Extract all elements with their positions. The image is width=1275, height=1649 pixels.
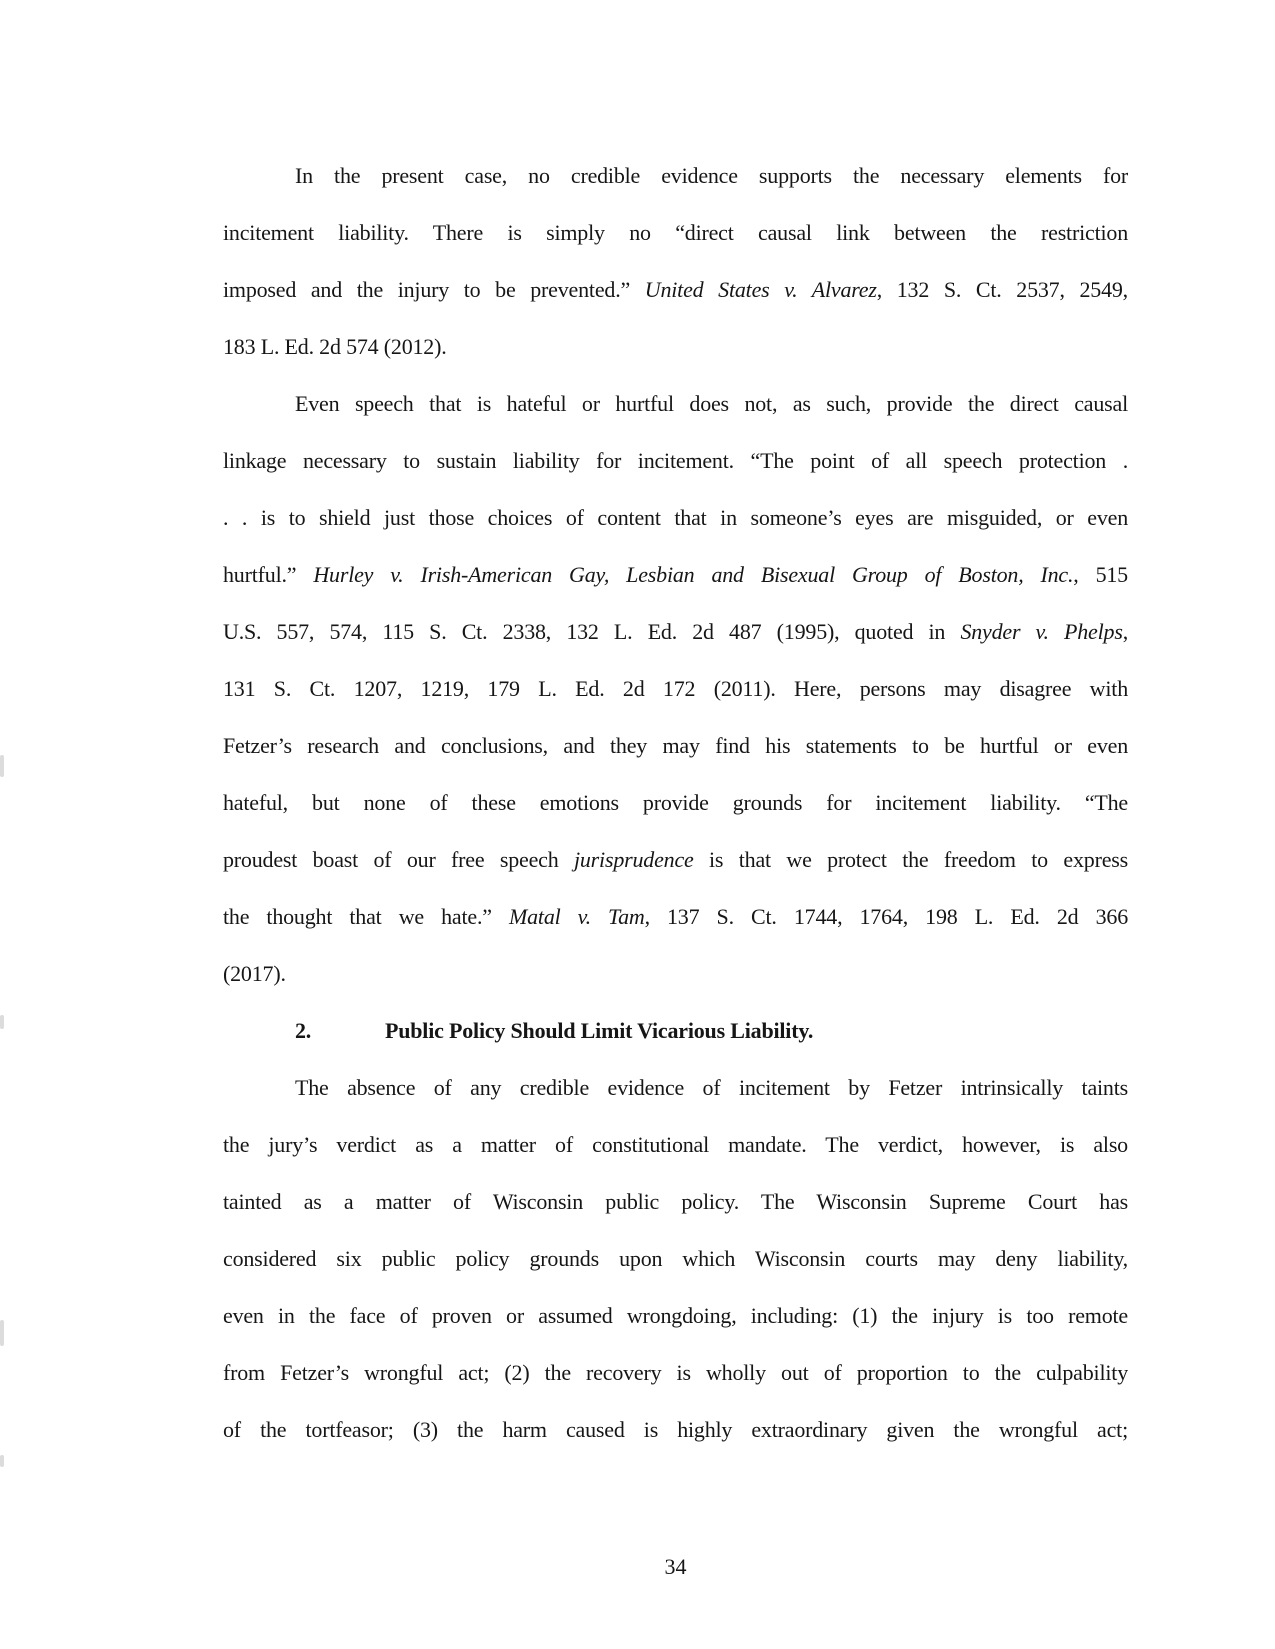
- text-segment: hurtful.”: [223, 562, 314, 587]
- text-segment: the thought that we hate.”: [223, 904, 509, 929]
- text-segment: considered six public policy grounds upon which Wisconsin courts may deny liability,: [223, 1246, 1128, 1271]
- text-line: [223, 1401, 1128, 1458]
- text-line: [223, 1230, 1128, 1287]
- text-line: [223, 603, 1128, 660]
- text-line: [223, 660, 1128, 717]
- citation-italic-segment: Snyder v. Phelps: [960, 619, 1123, 644]
- scan-artifact: [0, 1320, 4, 1346]
- text-segment: hateful, but none of these emotions provide grounds for incitement liability. “The: [223, 790, 1128, 815]
- text-segment: proudest boast of our free speech: [223, 847, 574, 872]
- citation-italic-segment: jurisprudence: [573, 847, 694, 872]
- text-segment: , 137 S. Ct. 1744, 1764, 198 L. Ed. 2d 366: [644, 904, 1128, 929]
- text-segment: Even speech that is hateful or hurtful does not, as such, provide the direct causal: [295, 391, 1128, 416]
- text-segment: . . is to shield just those choices of content that in someone’s eyes are misguided, or even: [223, 505, 1128, 530]
- text-segment: linkage necessary to sustain liability for incitement. “The point of all speech protection .: [223, 448, 1128, 473]
- text-line: [223, 1116, 1128, 1173]
- text-segment: is that we protect the freedom to express: [693, 847, 1128, 872]
- paragraph-public-policy: [223, 1059, 1128, 1458]
- section-heading: [223, 1002, 1128, 1059]
- text-segment: 183 L. Ed. 2d 574 (2012).: [223, 334, 447, 359]
- text-line: [223, 1059, 1128, 1116]
- text-segment: the jury’s verdict as a matter of constitutional mandate. The verdict, however, is also: [223, 1132, 1128, 1157]
- text-segment: The absence of any credible evidence of incitement by Fetzer intrinsically taints: [295, 1075, 1128, 1100]
- heading-text: Public Policy Should Limit Vicarious Liability.: [385, 1018, 814, 1043]
- text-line: [223, 318, 1128, 375]
- paragraph-incitement-evidence: [223, 147, 1128, 375]
- text-line: [223, 1344, 1128, 1401]
- text-segment: of the tortfeasor; (3) the harm caused is highly extraordinary given the wrongful act;: [223, 1417, 1128, 1442]
- heading-number: 2.: [295, 1018, 312, 1043]
- text-segment: 131 S. Ct. 1207, 1219, 179 L. Ed. 2d 172 (2011). Here, persons may disagree with: [223, 676, 1128, 701]
- text-line: [223, 546, 1128, 603]
- text-line: [223, 1173, 1128, 1230]
- text-line: [223, 375, 1128, 432]
- text-segment: even in the face of proven or assumed wrongdoing, including: (1) the injury is too remote: [223, 1303, 1128, 1328]
- text-segment: , 515: [1073, 562, 1128, 587]
- text-line: [223, 888, 1128, 945]
- citation-italic-segment: Matal v. Tam: [508, 904, 645, 929]
- text-segment: (2017).: [223, 961, 286, 986]
- text-segment: from Fetzer’s wrongful act; (2) the recovery is wholly out of proportion to the culpability: [223, 1360, 1128, 1385]
- text-segment: incitement liability. There is simply no “direct causal link between the restriction: [223, 220, 1128, 245]
- text-line: [223, 774, 1128, 831]
- citation-italic-segment: United States v. Alvarez: [644, 277, 877, 302]
- text-line: [223, 261, 1128, 318]
- text-line: [223, 204, 1128, 261]
- text-segment: Fetzer’s research and conclusions, and they may find his statements to be hurtful or even: [223, 733, 1128, 758]
- citation-italic-segment: Hurley v. Irish-American Gay, Lesbian and Bisexual Group of Boston, Inc.: [313, 562, 1074, 587]
- text-segment: , 132 S. Ct. 2537, 2549,: [876, 277, 1128, 302]
- text-segment: U.S. 557, 574, 115 S. Ct. 2338, 132 L. Ed. 2d 487 (1995), quoted in: [223, 619, 961, 644]
- text-line: [223, 717, 1128, 774]
- paragraph-hateful-speech: [223, 375, 1128, 1002]
- text-segment: tainted as a matter of Wisconsin public policy. The Wisconsin Supreme Court has: [223, 1189, 1128, 1214]
- scan-artifact: [0, 1015, 4, 1029]
- text-line: [223, 831, 1128, 888]
- page-content: [223, 147, 1128, 1458]
- page-number: 34: [664, 1554, 687, 1579]
- text-line: [223, 945, 1128, 1002]
- scan-artifact: [0, 755, 4, 777]
- scan-artifact: [0, 1455, 4, 1467]
- text-line: [223, 432, 1128, 489]
- text-line: [223, 147, 1128, 204]
- text-segment: In the present case, no credible evidence supports the necessary elements for: [295, 163, 1128, 188]
- text-line: [223, 489, 1128, 546]
- text-line: [223, 1287, 1128, 1344]
- text-segment: ,: [1122, 619, 1128, 644]
- text-segment: imposed and the injury to be prevented.”: [223, 277, 645, 302]
